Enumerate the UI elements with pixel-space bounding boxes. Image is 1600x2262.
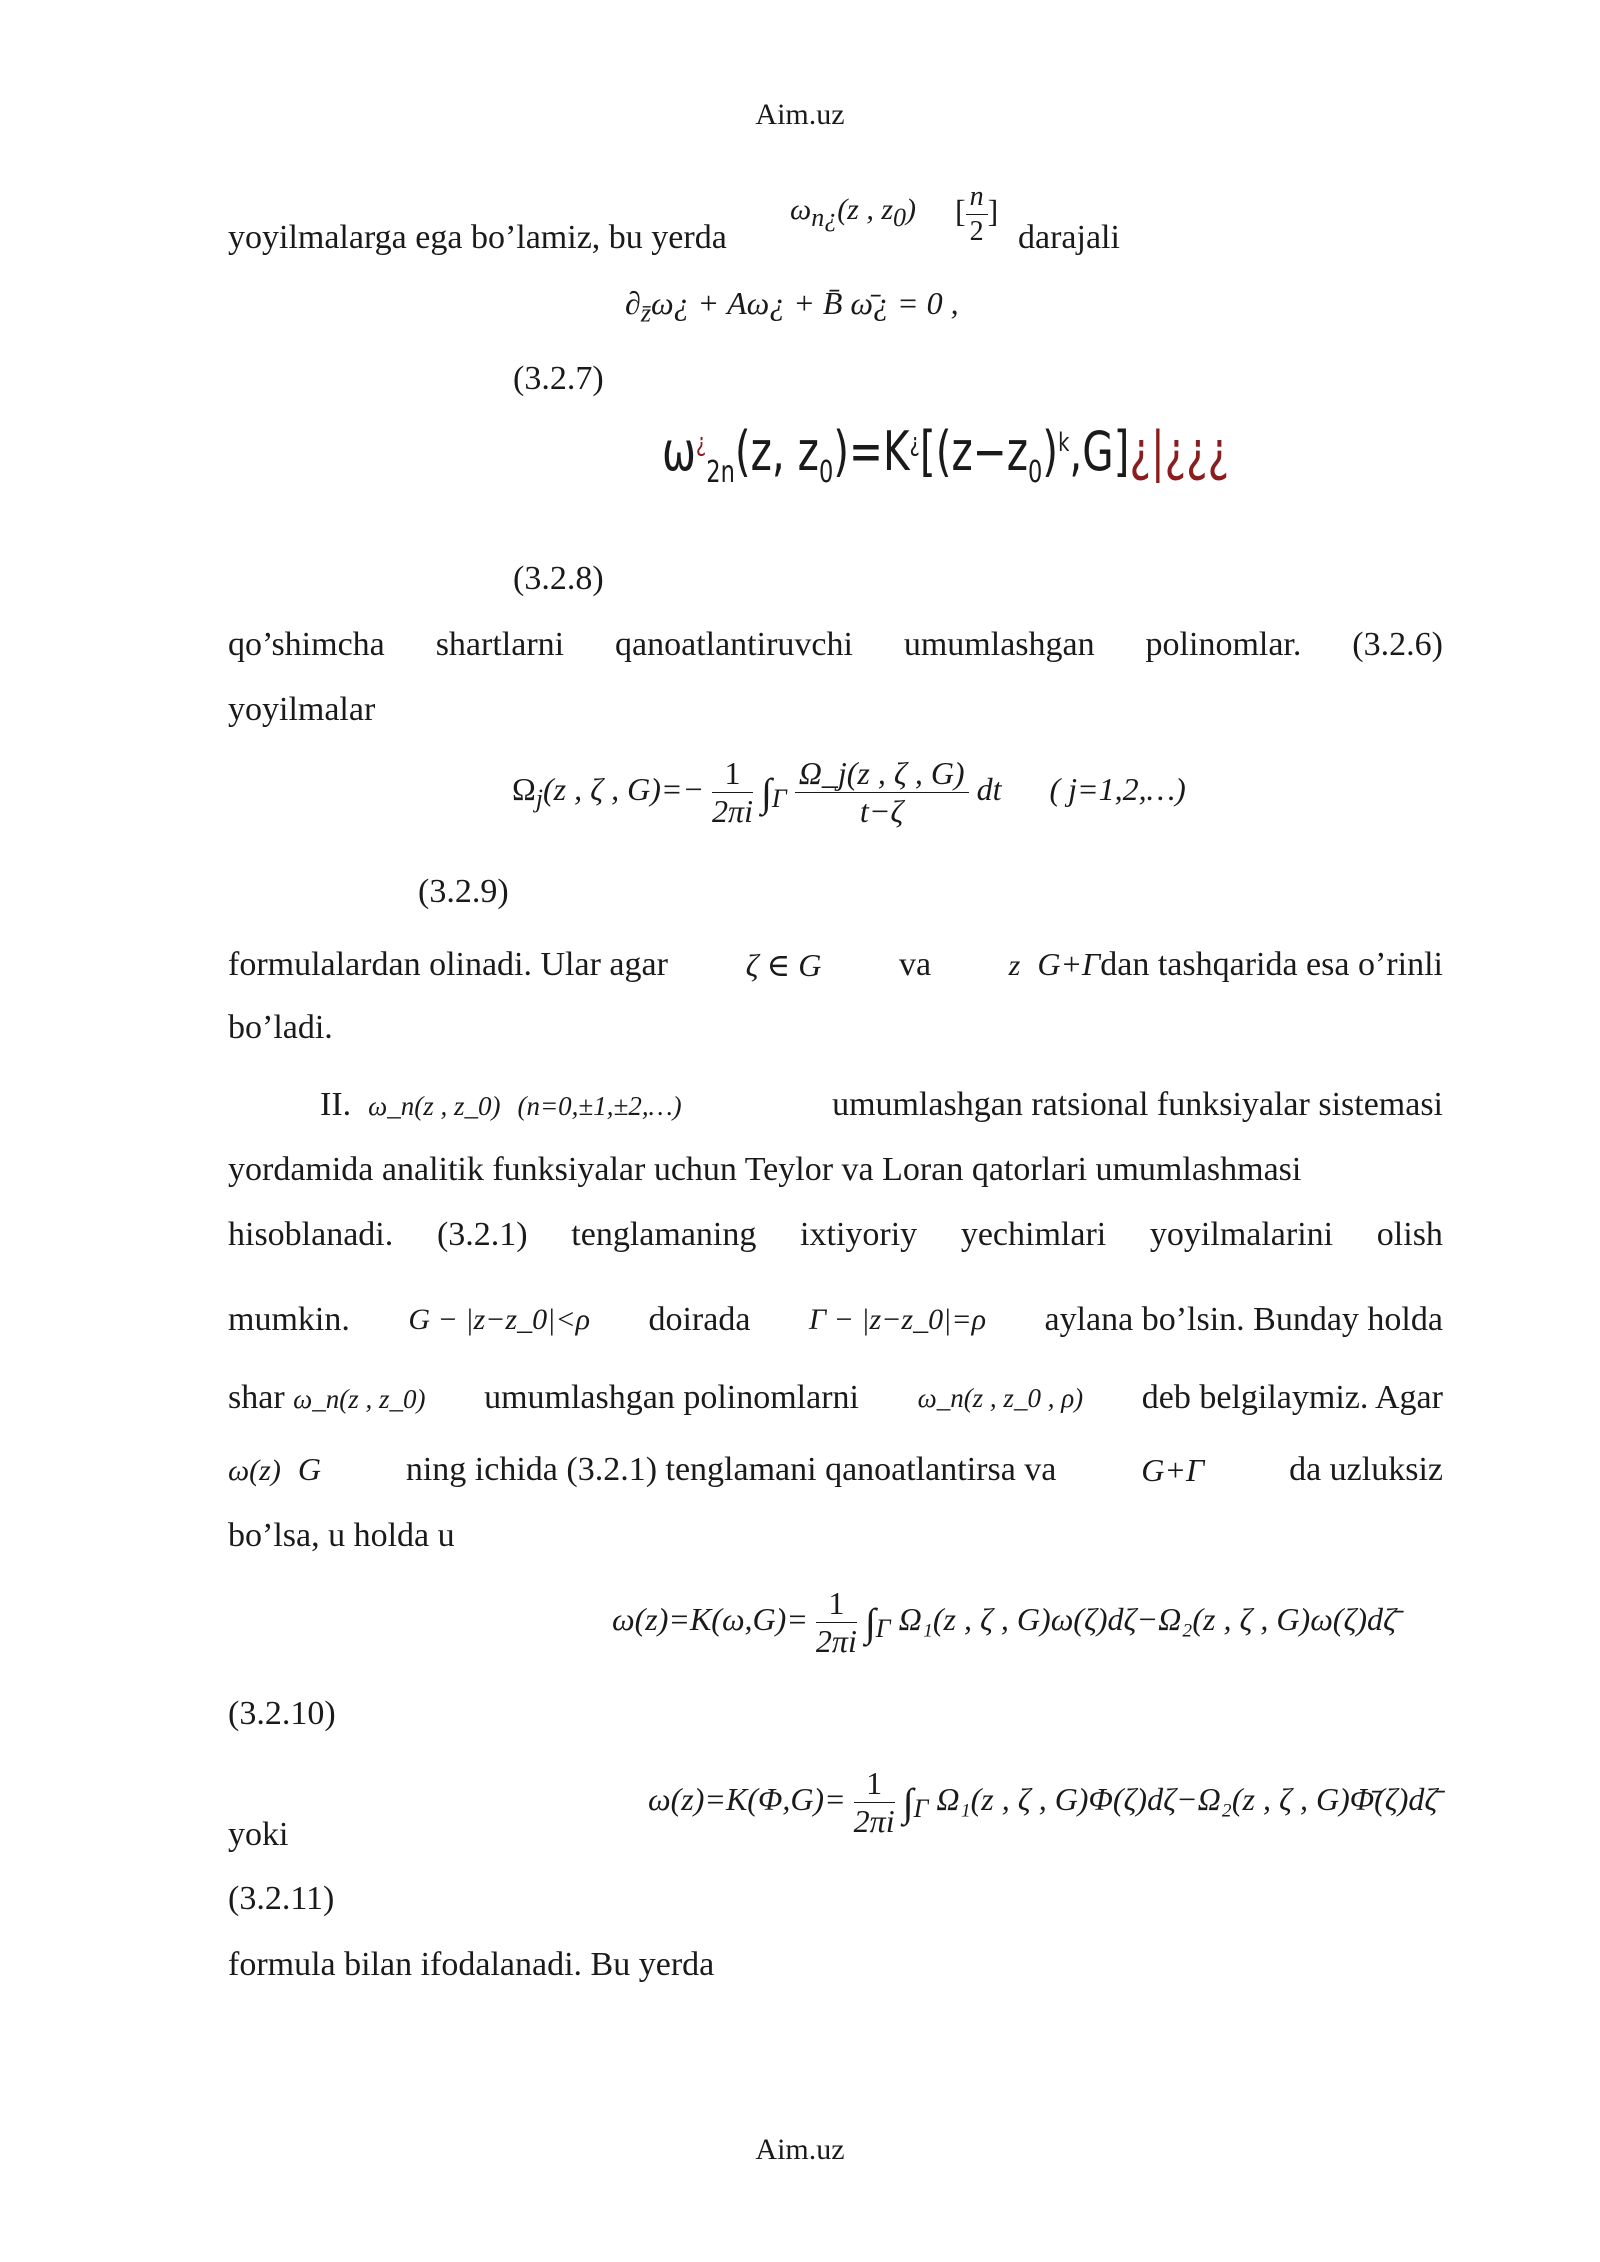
equation-3-2-9: $\Omega_j(z$ , ζ , G)=− $\frac{1}{2\pi i}$ $\int_\Gamma$ $\frac{\Omega\_j(z , \zeta , G)}{t-\zeta}$ dt ( j=1,2,…): [512, 755, 1186, 829]
equation-number-3-2-11: (3.2.11): [228, 1880, 335, 1917]
paragraph-line: bo’ladi.: [228, 1009, 333, 1046]
paragraph-line: yordamida analitik funksiyalar uchun Teylor va Loran qatorlari umumlashmasi: [228, 1151, 1302, 1188]
equation-3-2-8: $\omega^¿_{2n}(z$, $z_0)=K^¿[(z-z_0)^k,G]¿|¿¿¿$: [662, 420, 1230, 490]
equation-number-3-2-10: (3.2.10): [228, 1695, 336, 1732]
paragraph-line: ω(z) G ning ichida (3.2.1) tenglamani qanoatlantirsa va G+Γ da uzluksiz: [228, 1451, 1443, 1488]
paragraph-line: mumkin. G − |z−z_0|<ρ doirada Γ − |z−z_0|=ρ aylana bo’lsin. Bunday holda: [228, 1301, 1443, 1338]
paragraph-line: bo’lsa, u holda u: [228, 1517, 455, 1554]
paragraph-line: yoyilmalar: [228, 691, 376, 728]
page-header: Aim.uz: [755, 98, 845, 131]
equation-number-3-2-8: (3.2.8): [513, 560, 604, 597]
equation-3-2-10: ω(z)=K(ω,G)= $\frac{1}{2\pi i}$ $\int_\Gamma$ Ω₁(z , ζ , G)ω(ζ)dζ−Ω₂(z , ζ , G)ω(ζ)dζ̄: [612, 1585, 1396, 1659]
page-footer: Aim.uz: [755, 2133, 845, 2166]
paragraph-line: formula bilan ifodalanadi. Bu yerda: [228, 1946, 715, 1983]
paragraph-line: hisoblanadi. (3.2.1) tenglamaning ixtiyoriy yechimlari yoyilmalarini olish: [228, 1216, 1443, 1253]
yoki-text: yoki: [228, 1816, 289, 1853]
paragraph-line: formulalardan olinadi. Ular agar ζ ∈ G va z G+Γdan tashqarida esa o’rinli: [228, 946, 1443, 983]
equation-number-3-2-7: (3.2.7): [513, 360, 604, 397]
darajali-text: darajali: [1018, 219, 1120, 256]
equation-number-3-2-9: (3.2.9): [418, 873, 509, 910]
paragraph-line: II. ω_n(z , z_0) (n=0,±1,±2,…) umumlashgan ratsional funksiyalar sistemasi: [320, 1086, 1443, 1123]
floor-fraction: [ $\frac{n}{2}$ ]: [955, 181, 999, 247]
omega-n-expression: $\omega_{n¿}(z$ , $z_0$): [790, 193, 917, 232]
paragraph-line: shar ω_n(z , z_0) umumlashgan polinomlarni ω_n(z , z_0 , ρ) deb belgilaymiz. Agar: [228, 1379, 1443, 1416]
equation-3-2-11: ω(z)=K(Φ,G)= $\frac{1}{2\pi i}$ $\int_\Gamma$ Ω₁(z , ζ , G)Φ(ζ)dζ−Ω₂(z , ζ , G)Φ̄(ζ)dζ̄: [648, 1765, 1438, 1839]
equation-3-2-7: $\partial_{z̄}\omega¿$ + Aω¿ + B̄ ω̄¿ = 0 ,: [625, 285, 959, 328]
intro-text: yoyilmalarga ega bo’lamiz, bu yerda: [228, 219, 727, 256]
paragraph-line: qo’shimcha shartlarni qanoatlantiruvchi umumlashgan polinomlar. (3.2.6): [228, 626, 1443, 663]
